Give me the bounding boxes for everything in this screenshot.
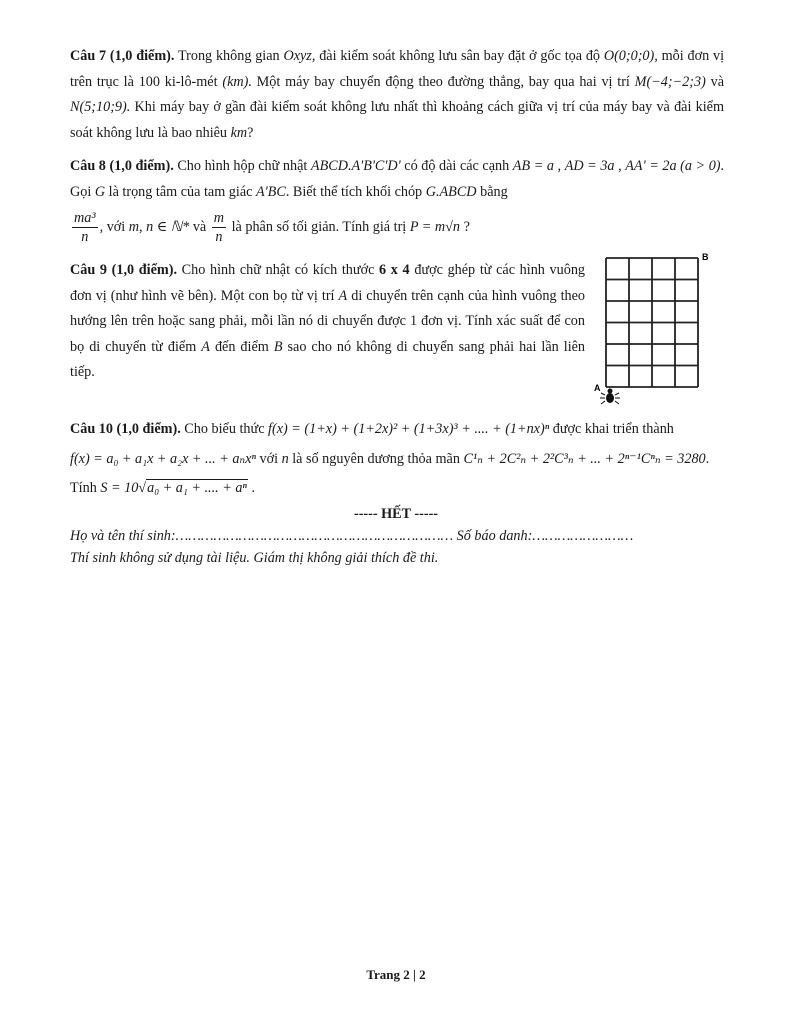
q8-text: . Biết thể tích khối chóp [285, 183, 423, 200]
candidate-info: Họ và tên thí sinh:………………………………………………………… Số báo danh:…………………… [70, 528, 634, 544]
question-9 [70, 258, 585, 386]
q9-point-b: B [273, 338, 283, 355]
q9-point-a: A [338, 287, 348, 304]
q7-space: Oxyz, [283, 48, 316, 64]
q8-p-expression: P = m√n [409, 218, 461, 235]
q8-triangle: A'BC [255, 183, 286, 200]
q9-text: sao cho nó không di chuyển sang phải hai lần liên tiếp. [70, 338, 586, 380]
page-number: Trang 2 | 2 [366, 967, 426, 982]
q7-text: ? [247, 124, 254, 141]
question-8: Câu 8 (1,0 điểm). Cho hình hộp chữ nhật ABCD.A'B'C'D' có độ dài các cạnh AB = a , AD = 3a , AA' = 2a (a > 0). Gọi G là trọng tâm của tam giác A'BC. Biết thể tích khối chóp G.ABCD bằng $\frac{\text{ma³}}{n}$ , với m, n ∈ ℕ* và $\frac{m}{n}$ là phân số tối giản. Tính giá trị P = m√n ? [70, 158, 725, 245]
grid-label-a: A [594, 383, 601, 393]
q9-text: Cho hình chữ nhật có kích thước [181, 262, 375, 278]
q10-text: Tính [70, 480, 97, 496]
q8-text: có độ dài các cạnh [404, 158, 510, 174]
grid-lines [606, 258, 698, 387]
q8-g: G [94, 183, 106, 200]
exam-note: Thí sinh không sử dụng tài liệu. Giám thị không giải thích đề thi. [70, 550, 439, 566]
q8-fraction-volume [72, 209, 98, 246]
q8-cond: (a > 0) [680, 158, 721, 174]
end-marker: ----- HẾT ----- [353, 506, 439, 522]
q7-text: mỗi đơn vị trên trục là 100 ki-lô-mét [70, 48, 725, 90]
fraction-denominator: n [81, 229, 89, 245]
q10-text: . [705, 450, 710, 467]
q8-text: là phân số tối giản. Tính giá trị [231, 218, 407, 235]
q7-text: Trong không gian [177, 48, 280, 64]
q7-text: giữa vị trí của máy bay và đài kiểm soát không lưu là bao nhiêu [70, 99, 725, 141]
q8-label: Câu 8 (1,0 điểm). [70, 158, 174, 174]
q10-sum: C¹ₙ + 2C²ₙ + 2²C³ₙ + ... + 2ⁿ⁻¹Cⁿₙ = 3280 [463, 450, 706, 467]
q8-text: Cho hình hộp chữ nhật [177, 158, 308, 174]
fraction-numerator: m [213, 210, 225, 226]
q8-text: , với [99, 218, 126, 235]
q8-text: và [192, 218, 207, 235]
fraction-denominator: n [215, 229, 223, 245]
q8-ab: AB = a [512, 158, 554, 174]
q10-text: với [259, 450, 279, 467]
q9-point-a: A [201, 338, 210, 355]
bug-icon [600, 389, 620, 405]
q7-label: Câu 7 (1,0 điểm). [70, 48, 175, 64]
q7-unit: km [230, 124, 248, 141]
q9-text: đến điểm [214, 338, 269, 355]
q8-aa: AA' = 2a [625, 158, 677, 174]
q8-mn: m, n ∈ ℕ* [128, 218, 190, 235]
q7-text: Một máy bay chuyển động theo đường thẳng, bay qua hai [256, 73, 597, 90]
q8-text: là trọng tâm của tam giác [108, 183, 253, 200]
q7-text: đài kiểm soát không lưu sân bay đặt ở gốc tọa độ [319, 48, 601, 64]
q10-fx: f(x) = (1+x) + (1+2x)² + (1+3x)³ + .... + (1+nx)ⁿ [268, 421, 550, 437]
q8-ad: AD = 3a [564, 158, 615, 174]
q8-text: . Gọi [70, 158, 725, 200]
grid-label-b: B [702, 252, 709, 262]
q10-expansion: f(x) = a₀ + a₁x + a₂x + ... + aₙxⁿ [70, 450, 256, 467]
q9-text: di chuyển trên cạnh của hình vuông theo hướng lên trên hoặc sang phải, mỗi lần nó di chuyển được 1 đơn vị. Tính xác suất để con bọ di chuyển từ điểm [70, 287, 586, 355]
q10-text: Cho biểu thức [184, 421, 265, 437]
q10-text: được khai triển thành [552, 421, 674, 437]
q9-dims: 6 x 4 [379, 262, 410, 278]
q8-text: ? [463, 218, 470, 235]
q7-text: vị trí [601, 73, 630, 90]
q10-label: Câu 10 (1,0 điểm). [70, 421, 181, 437]
q7-unit: (km). [222, 73, 252, 90]
q10-text: . [251, 480, 255, 496]
q7-text: và [710, 73, 724, 90]
q9-label: Câu 9 (1,0 điểm). [70, 262, 177, 278]
q7-text: Khi máy bay ở gần đài kiểm soát không lưu nhất thì khoảng cách [134, 99, 514, 115]
grid-figure [596, 250, 716, 410]
question-10 [70, 417, 724, 502]
q10-root: a₀ + a₁ + .... + aⁿ [147, 480, 247, 496]
question-7 [70, 44, 724, 146]
q8-text: bằng [480, 183, 508, 200]
q7-origin: O(0;0;0), [603, 48, 658, 64]
q8-fraction-mn [212, 209, 226, 246]
fraction-numerator: ma³ [74, 210, 96, 226]
q10-n: n [281, 450, 289, 467]
q10-s: S = 10 [100, 480, 139, 496]
q9-text: được ghép từ các hình vuông đơn vị (như hình vẽ bên). Một con bọ từ vị trí [70, 262, 586, 304]
q8-box: ABCD.A'B'C'D' [310, 158, 401, 174]
q10-text: là số nguyên dương thỏa mãn [292, 450, 460, 467]
sqrt-icon: √ [138, 480, 147, 496]
q7-point-m: M(−4;−2;3) [634, 73, 706, 90]
q7-point-n: N(5;10;9). [70, 99, 131, 115]
q8-pyramid: G.ABCD [425, 183, 477, 200]
